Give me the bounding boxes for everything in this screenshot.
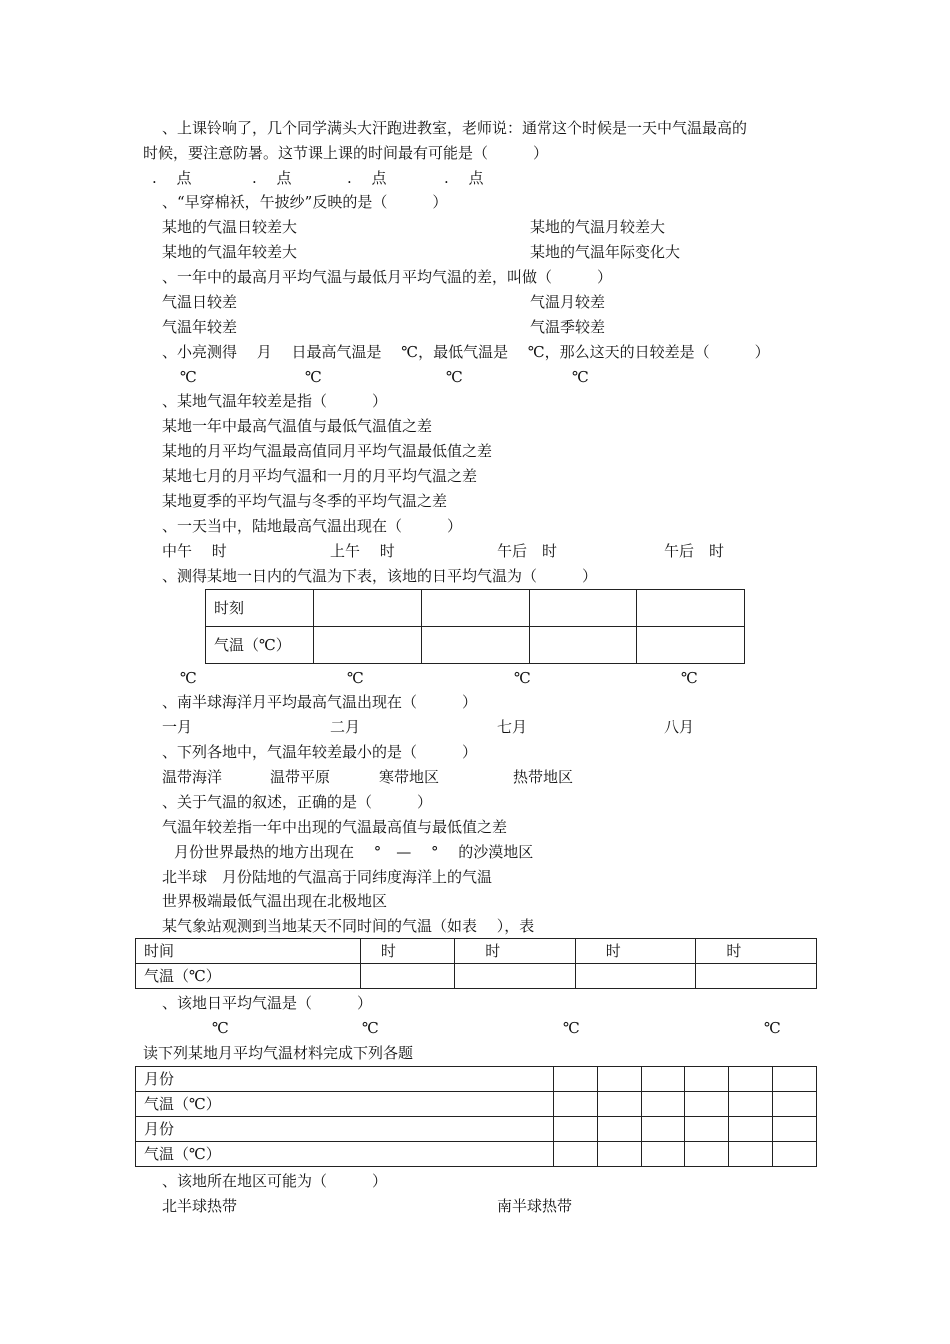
q6-stem: 、一天当中，陆地最高气温出现在（ ） bbox=[162, 517, 463, 535]
q10-option-c: 北半球 月份陆地的气温高于同纬度海洋上的气温 bbox=[162, 868, 493, 886]
q4-option-b: ℃ bbox=[305, 368, 322, 386]
q11-row-label-temp: 气温（℃） bbox=[136, 964, 361, 989]
q10-option-b: 月份世界最热的地方出现在 ° — ° 的沙漠地区 bbox=[174, 843, 534, 861]
q12-option-a: 北半球热带 bbox=[162, 1197, 238, 1215]
q12-cell bbox=[597, 1142, 641, 1167]
q2-option-a: 某地的气温日较差大 bbox=[162, 218, 298, 236]
q10-stem: 、关于气温的叙述，正确的是（ ） bbox=[162, 793, 433, 811]
q7-row-label-time: 时刻 bbox=[206, 590, 314, 627]
q12-cell bbox=[641, 1142, 685, 1167]
q5-option-c: 某地七月的月平均气温和一月的月平均气温之差 bbox=[162, 467, 478, 485]
q4-stem: 、小亮测得 月 日最高气温是 ℃，最低气温是 ℃，那么这天的日较差是（ ） bbox=[162, 343, 770, 361]
q8-stem: 、南半球海洋月平均最高气温出现在（ ） bbox=[162, 693, 478, 711]
q3-option-d: 气温季较差 bbox=[530, 318, 606, 336]
q3-option-a: 气温日较差 bbox=[162, 293, 238, 311]
q7-cell bbox=[637, 627, 745, 664]
q10-option-d: 世界极端最低气温出现在北极地区 bbox=[162, 892, 388, 910]
q11-cell: 时 bbox=[575, 939, 696, 964]
q12-option-b: 南半球热带 bbox=[497, 1197, 573, 1215]
q11-intro: 某气象站观测到当地某天不同时间的气温（如表 ），表 bbox=[162, 917, 535, 935]
q7-cell bbox=[421, 590, 529, 627]
q11-option-a: ℃ bbox=[212, 1019, 229, 1037]
q6-option-d: 午后 时 bbox=[664, 542, 725, 560]
q9-stem: 、下列各地中，气温年较差最小的是（ ） bbox=[162, 743, 478, 761]
q5-option-b: 某地的月平均气温最高值同月平均气温最低值之差 bbox=[162, 442, 493, 460]
q9-option-a: 温带海洋 bbox=[162, 768, 223, 786]
q12-row-label-temp: 气温（℃） bbox=[136, 1092, 554, 1117]
q2-stem: 、“早穿棉袄，午披纱”反映的是（ ） bbox=[162, 193, 448, 211]
q11-option-d: ℃ bbox=[764, 1019, 781, 1037]
q10-option-a: 气温年较差指一年中出现的气温最高值与最低值之差 bbox=[162, 818, 508, 836]
q9-option-b: 温带平原 bbox=[270, 768, 331, 786]
q7-cell bbox=[314, 590, 422, 627]
q12-row-label-temp: 气温（℃） bbox=[136, 1142, 554, 1167]
q9-option-d: 热带地区 bbox=[513, 768, 574, 786]
q5-option-d: 某地夏季的平均气温与冬季的平均气温之差 bbox=[162, 492, 448, 510]
q1-stem-line2: 时候，要注意防暑。这节课上课的时间最有可能是（ ） bbox=[143, 144, 549, 162]
q6-option-c: 午后 时 bbox=[497, 542, 558, 560]
q1-stem-line1: 、上课铃响了，几个同学满头大汗跑进教室，老师说：通常这个时候是一天中气温最高的 bbox=[162, 119, 748, 137]
q12-cell bbox=[685, 1142, 729, 1167]
q7-stem: 、测得某地一日内的气温为下表，该地的日平均气温为（ ） bbox=[162, 567, 598, 585]
q12-cell bbox=[773, 1142, 817, 1167]
q12-cell bbox=[729, 1092, 773, 1117]
q12-cell bbox=[641, 1117, 685, 1142]
q7-option-a: ℃ bbox=[180, 669, 197, 687]
q8-option-a: 一月 bbox=[162, 718, 193, 736]
q12-cell bbox=[553, 1092, 597, 1117]
q11-cell bbox=[696, 964, 817, 989]
q12-cell bbox=[641, 1092, 685, 1117]
q8-option-c: 七月 bbox=[497, 718, 528, 736]
q2-option-c: 某地的气温年较差大 bbox=[162, 243, 298, 261]
q7-cell bbox=[314, 627, 422, 664]
q11-table bbox=[135, 938, 817, 989]
q7-row-label-temp: 气温（℃） bbox=[206, 627, 314, 664]
q12-cell bbox=[729, 1142, 773, 1167]
q4-option-d: ℃ bbox=[572, 368, 589, 386]
q1-option-d: . 点 bbox=[444, 169, 484, 187]
q6-option-a: 中午 时 bbox=[162, 542, 227, 560]
q5-stem: 、某地气温年较差是指（ ） bbox=[162, 392, 388, 410]
q8-option-d: 八月 bbox=[664, 718, 695, 736]
q12-cell bbox=[773, 1092, 817, 1117]
q12-cell bbox=[597, 1067, 641, 1092]
q5-option-a: 某地一年中最高气温值与最低气温值之差 bbox=[162, 417, 433, 435]
q12-row-label-month: 月份 bbox=[136, 1067, 554, 1092]
q2-option-b: 某地的气温月较差大 bbox=[530, 218, 666, 236]
q11-cell: 时 bbox=[360, 939, 454, 964]
q11-cell bbox=[575, 964, 696, 989]
q7-cell bbox=[637, 590, 745, 627]
q4-option-c: ℃ bbox=[446, 368, 463, 386]
q11-row-label-time: 时间 bbox=[136, 939, 361, 964]
q9-option-c: 寒带地区 bbox=[379, 768, 440, 786]
q4-option-a: ℃ bbox=[180, 368, 197, 386]
q1-option-c: . 点 bbox=[347, 169, 387, 187]
q12-cell bbox=[729, 1117, 773, 1142]
q12-cell bbox=[553, 1142, 597, 1167]
q12-cell bbox=[597, 1092, 641, 1117]
q6-option-b: 上午 时 bbox=[330, 542, 395, 560]
q12-cell bbox=[773, 1117, 817, 1142]
q7-table bbox=[205, 589, 745, 664]
q11-cell bbox=[360, 964, 454, 989]
q11-cell: 时 bbox=[696, 939, 817, 964]
q11-cell bbox=[455, 964, 576, 989]
q12-intro: 读下列某地月平均气温材料完成下列各题 bbox=[143, 1044, 414, 1062]
q7-option-b: ℃ bbox=[347, 669, 364, 687]
q7-cell bbox=[529, 627, 637, 664]
q12-cell bbox=[641, 1067, 685, 1092]
q7-option-d: ℃ bbox=[681, 669, 698, 687]
q11-option-b: ℃ bbox=[362, 1019, 379, 1037]
q3-option-c: 气温年较差 bbox=[162, 318, 238, 336]
q2-option-d: 某地的气温年际变化大 bbox=[530, 243, 681, 261]
q12-sub-stem: 、该地所在地区可能为（ ） bbox=[162, 1172, 388, 1190]
q11-option-c: ℃ bbox=[563, 1019, 580, 1037]
q12-table bbox=[135, 1066, 817, 1167]
q12-cell bbox=[597, 1117, 641, 1142]
q12-cell bbox=[685, 1067, 729, 1092]
q7-option-c: ℃ bbox=[514, 669, 531, 687]
q12-cell bbox=[553, 1117, 597, 1142]
q1-option-b: . 点 bbox=[252, 169, 292, 187]
q7-cell bbox=[529, 590, 637, 627]
q12-cell bbox=[553, 1067, 597, 1092]
q3-option-b: 气温月较差 bbox=[530, 293, 606, 311]
q8-option-b: 二月 bbox=[330, 718, 361, 736]
q12-cell bbox=[685, 1092, 729, 1117]
q12-cell bbox=[685, 1117, 729, 1142]
q3-stem: 、一年中的最高月平均气温与最低月平均气温的差，叫做（ ） bbox=[162, 268, 613, 286]
q11-cell: 时 bbox=[455, 939, 576, 964]
q11-sub-stem: 、该地日平均气温是（ ） bbox=[162, 994, 373, 1012]
q7-cell bbox=[421, 627, 529, 664]
q12-cell bbox=[729, 1067, 773, 1092]
q1-option-a: . 点 bbox=[152, 169, 192, 187]
q12-row-label-month: 月份 bbox=[136, 1117, 554, 1142]
q12-cell bbox=[773, 1067, 817, 1092]
